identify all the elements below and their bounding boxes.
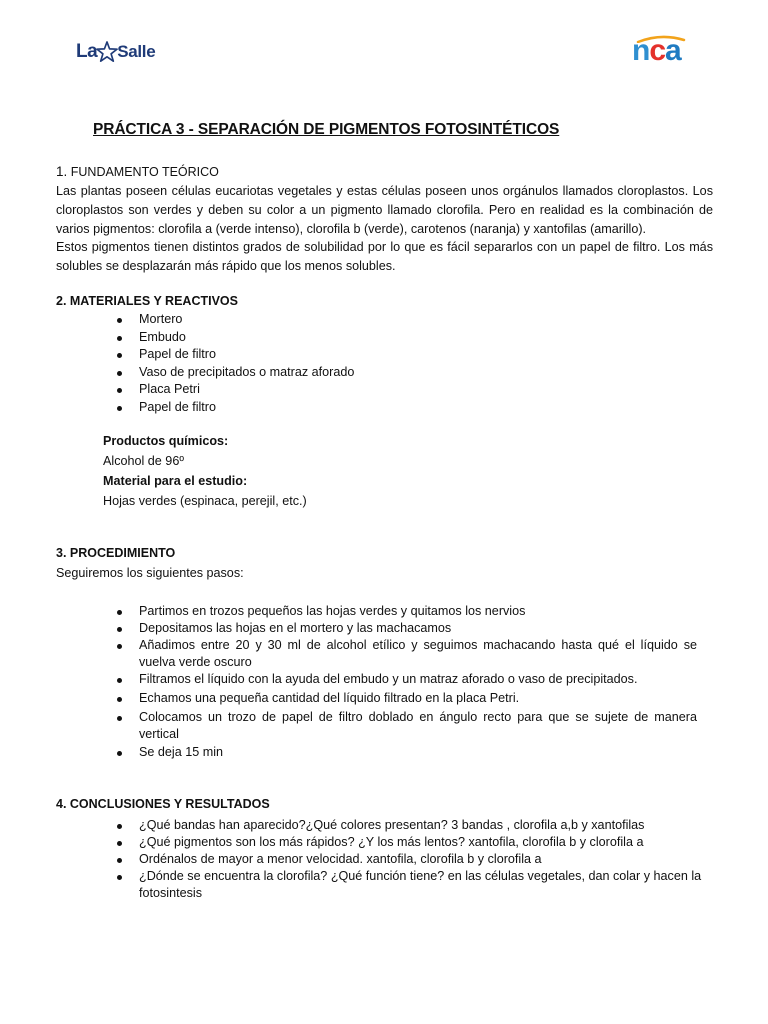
list-item: Placa Petri [115,381,354,399]
section1-heading: 1. FUNDAMENTO TEÓRICO [56,164,219,179]
materials-list [115,311,354,416]
study-material-label: Material para el estudio: [103,474,248,488]
chemicals-value: Alcohol de 96º [103,454,184,468]
list-item: ¿Qué bandas han aparecido?¿Qué colores presentan? 3 bandas , clorofila a,b y xantofilas [115,817,715,834]
list-item: Mortero [115,311,354,329]
procedure-steps [115,603,697,761]
section2-heading: 2. MATERIALES Y REACTIVOS [56,294,238,308]
star-icon [96,41,118,63]
conclusions-list [115,817,715,902]
document-title: PRÁCTICA 3 - SEPARACIÓN DE PIGMENTOS FOTOSINTÉTICOS [93,121,560,138]
section1-paragraph2: Estos pigmentos tienen distintos grados de solubilidad por lo que es fácil separarlos con un papel de filtro. Los más solubles se desplazarán más rápido que los menos solubles. [56,240,713,273]
lasalle-logo: La Salle [76,41,156,62]
swoosh-icon [636,35,686,43]
procedure-intro: Seguiremos los siguientes pasos: [56,566,244,580]
list-item: Papel de filtro [115,399,354,417]
list-item: Echamos una pequeña cantidad del líquido filtrado en la placa Petri. [115,690,697,707]
list-item: ¿Qué pigmentos son los más rápidos? ¿Y los más lentos? xantofila, clorofila b y clorofila a [115,834,715,851]
list-item: Vaso de precipitados o matraz aforado [115,364,354,382]
list-item: Filtramos el líquido con la ayuda del embudo y un matraz aforado o vaso de precipitados. [115,671,697,688]
list-item: Añadimos entre 20 y 30 ml de alcohol etílico y seguimos machacando hasta qué el líquido se vuelva verde oscuro [115,637,697,671]
list-item: ¿Dónde se encuentra la clorofila? ¿Qué función tiene? en las células vegetales, dan colar y hacen la fotosintesis [115,868,715,902]
section4-heading: 4. CONCLUSIONES Y RESULTADOS [56,797,270,811]
nca-logo: nca [632,34,681,68]
list-item: Embudo [115,329,354,347]
study-material-value: Hojas verdes (espinaca, perejil, etc.) [103,494,307,508]
section3-heading: 3. PROCEDIMIENTO [56,546,176,560]
list-item: Ordénalos de mayor a menor velocidad. xantofila, clorofila b y clorofila a [115,851,715,868]
list-item: Colocamos un trozo de papel de filtro doblado en ángulo recto para que se sujete de manera vertical [115,709,697,743]
list-item: Depositamos las hojas en el mortero y las machacamos [115,620,697,637]
list-item: Se deja 15 min [115,744,697,761]
list-item: Partimos en trozos pequeños las hojas verdes y quitamos los nervios [115,603,697,620]
chemicals-label: Productos químicos: [103,434,229,448]
list-item: Papel de filtro [115,346,354,364]
section1-paragraph1: Las plantas poseen células eucariotas vegetales y estas células poseen unos orgánulos llamados cloroplastos. Los cloroplastos son verdes y deben su color a un pigmento llamado clorofila. Pero en realidad es la combinación de varios pigmentos: clorofila a (verde intenso), clorofila b (verde), carotenos (naranja) y xantofilas (amarillo). [56,184,713,236]
